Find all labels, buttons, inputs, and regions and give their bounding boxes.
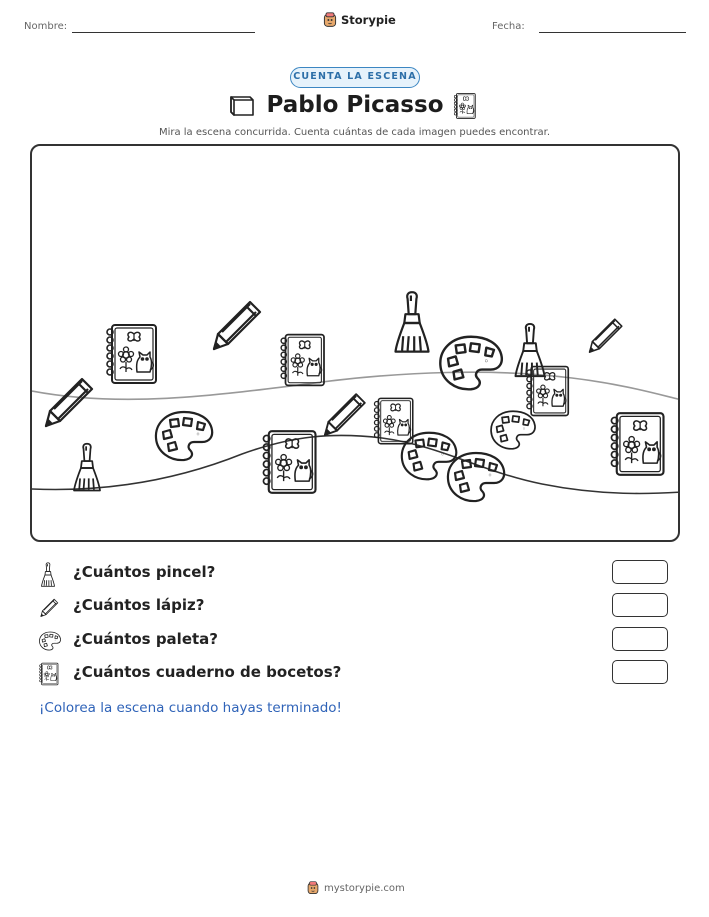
question-text: ¿Cuántos paleta?: [73, 630, 218, 648]
pencil-icon: [214, 302, 260, 349]
storypie-mascot-icon: [306, 881, 320, 895]
paintbrush-icon: [38, 562, 58, 588]
pencil-icon: [46, 379, 92, 426]
footer: [306, 881, 405, 895]
date-label: Fecha:: [492, 21, 525, 32]
page-title: Pablo Picasso: [266, 92, 444, 118]
storypie-mascot-icon: [322, 12, 338, 28]
paintbrush-icon: [516, 324, 545, 376]
pencil-icon: [590, 319, 622, 352]
sketchbook-icon: [453, 92, 477, 120]
answer-box-sketchbook[interactable]: [612, 660, 668, 684]
activity-badge: CUENTA LA ESCENA: [290, 67, 420, 88]
scene-frame: [30, 144, 680, 542]
palette-icon: [38, 630, 62, 652]
scene-ground-line: [32, 435, 680, 493]
sketchbook-icon: [281, 335, 324, 386]
brand-logo: [322, 12, 396, 28]
sketchbook-icon: [611, 413, 663, 475]
sketchbook-icon: [107, 325, 156, 383]
paintbrush-icon: [74, 444, 100, 491]
coloring-note: ¡Colorea la escena cuando hayas terminado!: [39, 700, 342, 716]
palette-icon: [440, 337, 502, 390]
palette-icon: [491, 411, 535, 449]
question-row-paintbrush: [38, 560, 672, 586]
footer-site: mystorypie.com: [324, 882, 405, 894]
question-row-pencil: [38, 593, 672, 619]
brand-name: Storypie: [341, 13, 396, 27]
pencil-icon: [38, 597, 60, 619]
date-field[interactable]: [539, 32, 686, 33]
name-label: Nombre:: [24, 21, 68, 32]
question-row-sketchbook: [38, 660, 672, 686]
answer-box-palette[interactable]: [612, 627, 668, 651]
name-field[interactable]: [72, 32, 255, 33]
question-text: ¿Cuántos cuaderno de bocetos?: [73, 663, 342, 681]
answer-box-paintbrush[interactable]: [612, 560, 668, 584]
sketchbook-icon: [374, 398, 412, 443]
palette-icon: [448, 453, 504, 501]
question-row-palette: [38, 627, 672, 653]
paintbrush-icon: [396, 292, 429, 351]
pencil-icon: [325, 394, 365, 435]
palette-icon: [156, 412, 212, 460]
scene-illustration: [32, 146, 680, 542]
question-text: ¿Cuántos pincel?: [73, 563, 216, 581]
sketchbook-icon: [38, 662, 60, 686]
instructions: Mira la escena concurrida. Cuenta cuántas de cada imagen puedes encontrar.: [158, 127, 551, 138]
answer-box-pencil[interactable]: [612, 593, 668, 617]
question-text: ¿Cuántos lápiz?: [73, 596, 205, 614]
